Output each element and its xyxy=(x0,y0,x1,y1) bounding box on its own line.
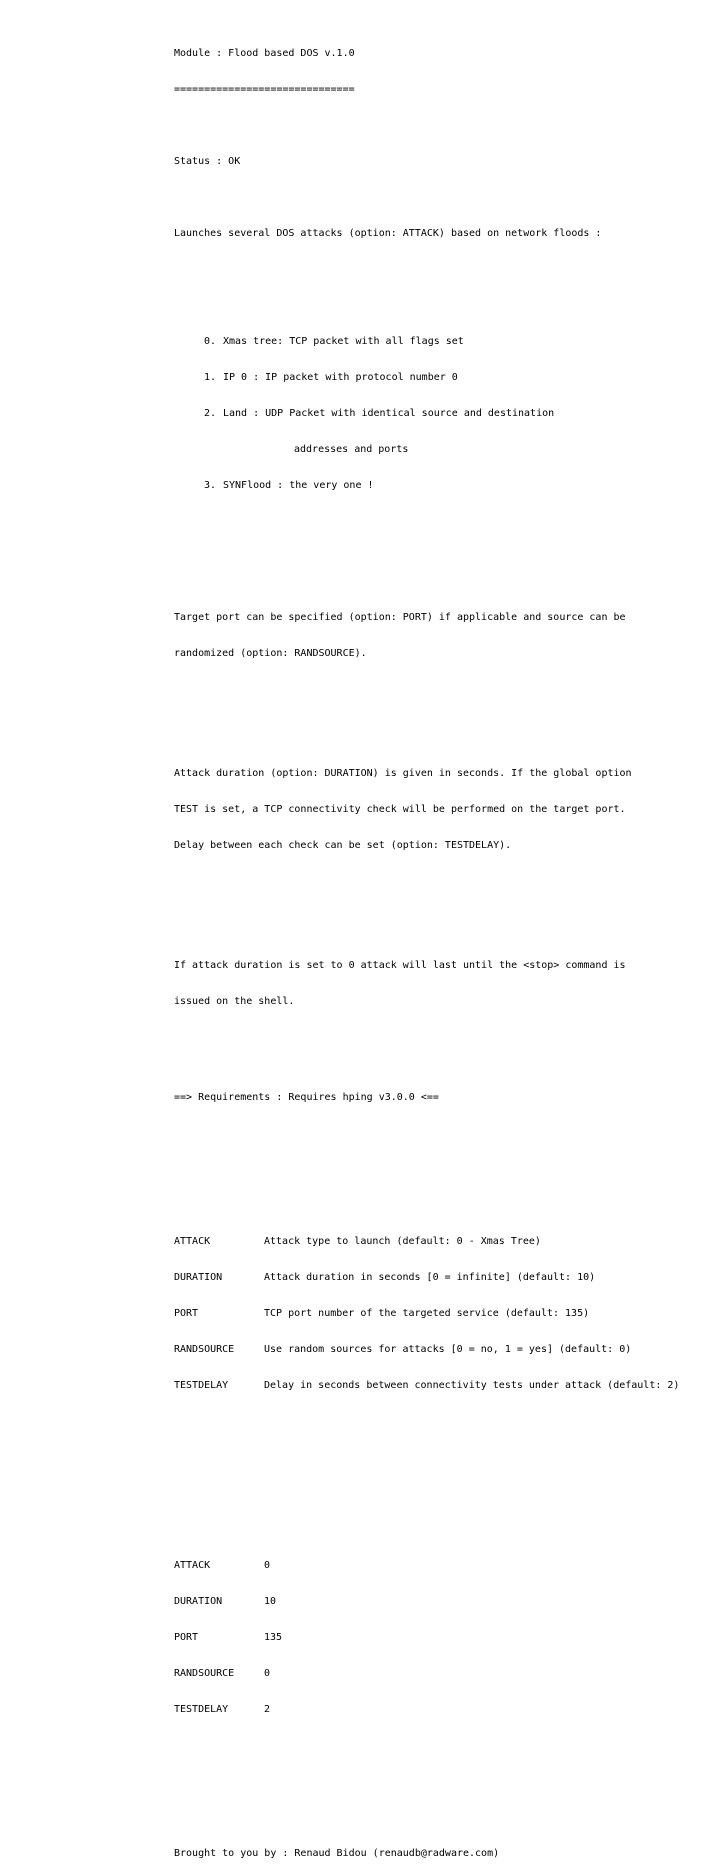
option-row xyxy=(174,1308,714,1320)
list-item-number: 2. xyxy=(204,408,217,419)
values-table xyxy=(174,1536,714,1740)
attack-list xyxy=(174,312,714,516)
spacer xyxy=(174,1776,714,1788)
spacer xyxy=(174,552,714,564)
status-line: Status : OK xyxy=(174,156,241,167)
option-key: ATTACK xyxy=(174,1236,211,1247)
option-row xyxy=(174,1380,714,1392)
value-row xyxy=(174,1668,714,1680)
option-key: RANDSOURCE xyxy=(174,1344,235,1355)
paragraph-line: issued on the shell. xyxy=(174,996,295,1007)
option-description: Use random sources for attacks [0 = no, 1 = yes] (default: 0) xyxy=(264,1344,632,1355)
option-description: Delay in seconds between connectivity tests under attack (default: 2) xyxy=(264,1380,680,1391)
paragraph-line: TEST is set, a TCP connectivity check will be performed on the target port. xyxy=(174,804,626,815)
paragraph-line: If attack duration is set to 0 attack will last until the <stop> command is xyxy=(174,960,626,971)
list-item-text: Land : UDP Packet with identical source and destination xyxy=(223,408,555,419)
option-row xyxy=(174,1236,714,1248)
value-key: TESTDELAY xyxy=(174,1704,229,1715)
value-current: 0 xyxy=(264,1668,271,1679)
list-item-text: SYNFlood : the very one ! xyxy=(223,480,374,491)
list-item-text: IP 0 : IP packet with protocol number 0 xyxy=(223,372,458,383)
footer-credit: Brought to you by : Renaud Bidou (renaudb@radware.com) xyxy=(174,1848,500,1859)
spacer xyxy=(174,1164,714,1176)
value-current: 135 xyxy=(264,1632,283,1643)
value-row xyxy=(174,1632,714,1644)
value-row xyxy=(174,1560,714,1572)
list-item xyxy=(204,480,714,492)
list-item xyxy=(204,336,714,348)
option-row xyxy=(174,1272,714,1284)
option-row xyxy=(174,1344,714,1356)
paragraph-line: Target port can be specified (option: PORT) if applicable and source can be xyxy=(174,612,626,623)
list-item-number: 0. xyxy=(204,336,217,347)
list-item-text: Xmas tree: TCP packet with all flags set xyxy=(223,336,464,347)
value-key: PORT xyxy=(174,1632,199,1643)
value-key: DURATION xyxy=(174,1596,223,1607)
value-current: 0 xyxy=(264,1560,271,1571)
option-key: DURATION xyxy=(174,1272,223,1283)
module-title: Module : Flood based DOS v.1.0 xyxy=(174,48,355,59)
options-table xyxy=(174,1212,714,1416)
requirements-line: ==> Requirements : Requires hping v3.0.0 <== xyxy=(174,1092,439,1103)
paragraph-line: Delay between each check can be set (option: TESTDELAY). xyxy=(174,840,512,851)
list-item-continuation: addresses and ports xyxy=(294,444,409,455)
option-key: TESTDELAY xyxy=(174,1380,229,1391)
value-row xyxy=(174,1596,714,1608)
paragraph-line: Attack duration (option: DURATION) is given in seconds. If the global option xyxy=(174,768,632,779)
option-description: Attack type to launch (default: 0 - Xmas Tree) xyxy=(264,1236,541,1247)
spacer xyxy=(174,1812,714,1824)
option-key: PORT xyxy=(174,1308,199,1319)
list-item xyxy=(204,372,714,384)
spacer xyxy=(174,192,714,204)
module-description xyxy=(174,24,714,1872)
option-description: Attack duration in seconds [0 = infinite] (default: 10) xyxy=(264,1272,596,1283)
spacer xyxy=(174,708,714,720)
value-row xyxy=(174,1704,714,1716)
spacer xyxy=(174,900,714,912)
spacer xyxy=(174,264,714,276)
value-key: ATTACK xyxy=(174,1560,211,1571)
spacer xyxy=(174,1056,714,1068)
value-key: RANDSOURCE xyxy=(174,1668,235,1679)
list-item xyxy=(204,408,714,420)
title-underline: ============================== xyxy=(174,84,355,95)
duration-paragraph xyxy=(174,744,714,876)
spacer xyxy=(174,120,714,132)
list-item-number: 1. xyxy=(204,372,217,383)
value-current: 10 xyxy=(264,1596,277,1607)
option-description: TCP port number of the targeted service (default: 135) xyxy=(264,1308,590,1319)
spacer xyxy=(174,1488,714,1500)
spacer xyxy=(174,1452,714,1464)
description-line: Launches several DOS attacks (option: ATTACK) based on network floods : xyxy=(174,228,602,239)
stop-paragraph xyxy=(174,936,714,1032)
target-port-paragraph xyxy=(174,588,714,684)
list-item-number: 3. xyxy=(204,480,217,491)
value-current: 2 xyxy=(264,1704,271,1715)
paragraph-line: randomized (option: RANDSOURCE). xyxy=(174,648,367,659)
spacer xyxy=(174,1128,714,1140)
